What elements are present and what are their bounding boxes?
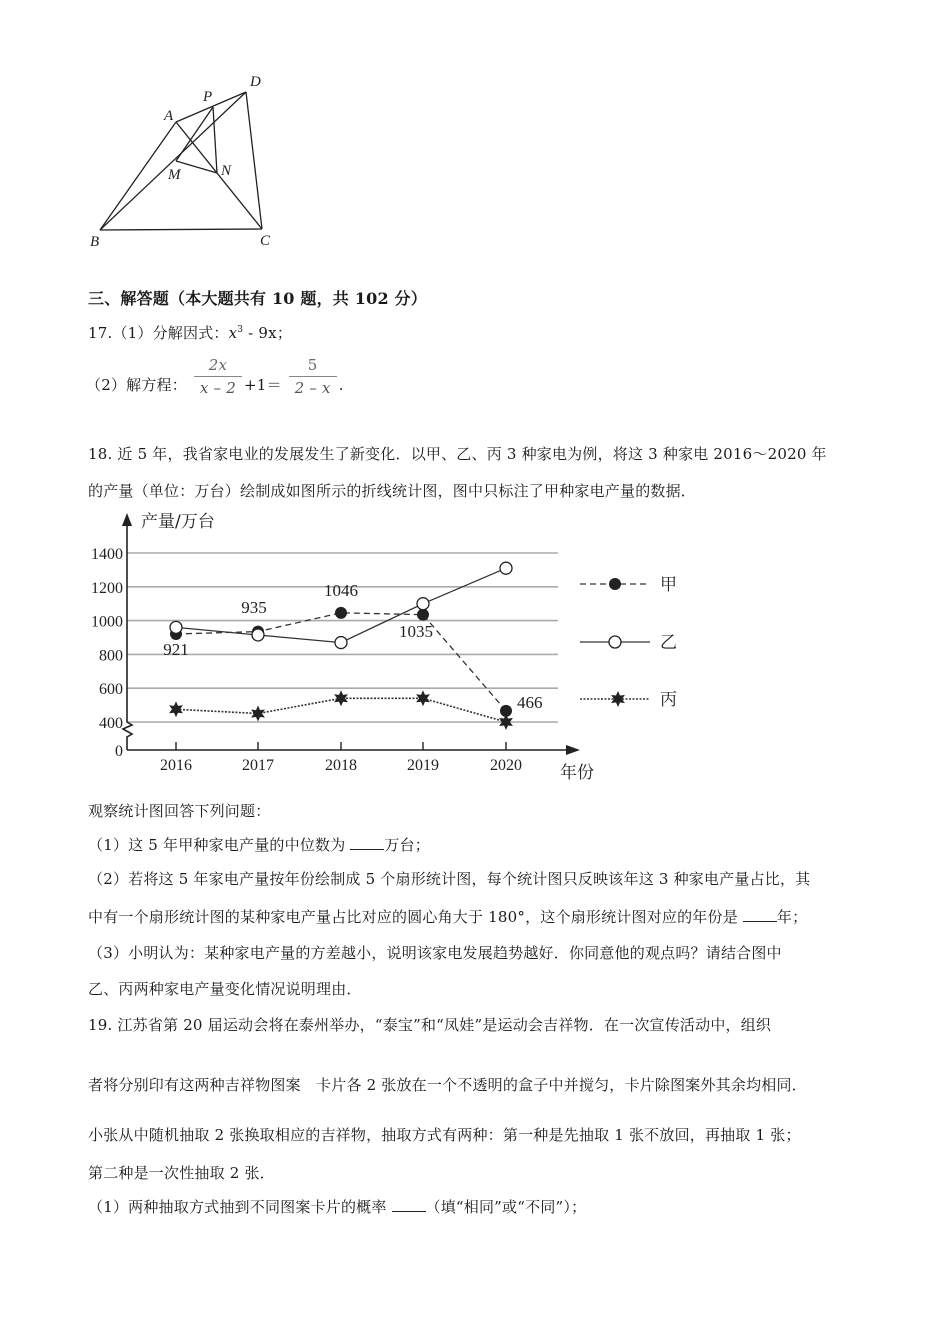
segment-PN bbox=[213, 107, 217, 173]
marker-hollow-circle-icon bbox=[417, 598, 429, 610]
answer-blank[interactable] bbox=[350, 835, 384, 850]
q18-part3-line2: 乙、丙两种家电产量变化情况说明理由． bbox=[88, 980, 362, 998]
series-line-乙 bbox=[176, 568, 506, 642]
q19-part1 bbox=[88, 1196, 586, 1217]
point-label-C: C bbox=[260, 233, 271, 249]
expr-x: x bbox=[228, 324, 238, 342]
q19-line1: 19. 江苏省第 20 届运动会将在泰州举办，“泰宝”和“凤娃”是运动会吉祥物．在一次宣传活动中，组织 bbox=[88, 1016, 772, 1034]
point-label-B: B bbox=[90, 234, 100, 250]
marker-hollow-circle-icon bbox=[170, 621, 182, 633]
x-tick-label: 2016 bbox=[160, 757, 192, 774]
x-tick-label: 2019 bbox=[407, 757, 439, 774]
segment-PM bbox=[176, 107, 213, 161]
fraction-left-denominator: x – 2 bbox=[194, 376, 242, 397]
segment-BC bbox=[100, 229, 262, 230]
q19-line3: 小张从中随机抽取 2 张换取相应的吉祥物，抽取方式有两种：第一种是先抽取 1 张不放回，再抽取 1 张； bbox=[88, 1126, 801, 1144]
point-label-P: P bbox=[203, 89, 213, 105]
legend-label: 乙 bbox=[660, 633, 677, 653]
expr-exponent: 3 bbox=[237, 325, 244, 335]
segment-DC bbox=[246, 92, 262, 229]
q18-part2-line2 bbox=[88, 906, 807, 927]
q18-part1 bbox=[88, 834, 430, 855]
fraction-left bbox=[194, 356, 242, 397]
y-tick-label: 0 bbox=[115, 743, 123, 760]
marker-star-icon bbox=[416, 690, 430, 706]
q17-part2-label: （2）解方程： bbox=[86, 376, 187, 394]
marker-hollow-circle-icon bbox=[252, 629, 264, 641]
q18-line2: 的产量（单位：万台）绘制成如图所示的折线统计图，图中只标注了甲种家电产量的数据． bbox=[88, 482, 697, 500]
equation-middle: +1＝ bbox=[243, 376, 282, 394]
x-axis-arrow-icon bbox=[566, 745, 580, 755]
data-label: 921 bbox=[163, 640, 189, 659]
point-label-A: A bbox=[164, 108, 174, 124]
q18-line1: 18. 近 5 年，我省家电业的发展发生了新变化．以甲、乙、丙 3 种家电为例，将这 3 种家电 2016～2020 年 bbox=[88, 445, 827, 463]
line-chart bbox=[0, 500, 720, 790]
q19-line2: 者将分别印有这两种吉祥物图案 卡片各 2 张放在一个不透明的盒子中并搅匀，卡片除图案外其余均相同． bbox=[88, 1076, 807, 1094]
point-label-N: N bbox=[221, 163, 232, 179]
q19-line4: 第二种是一次性抽取 2 张． bbox=[88, 1164, 275, 1182]
answer-blank[interactable] bbox=[743, 907, 777, 922]
q18-part1-text: （1）这 5 年甲种家电产量的中位数为 bbox=[88, 836, 346, 854]
y-axis-arrow-icon bbox=[122, 513, 132, 526]
fraction-left-numerator: 2x bbox=[208, 356, 228, 374]
y-tick-label: 1000 bbox=[91, 613, 123, 631]
q18-part2-line1: （2）若将这 5 年家电产量按年份绘制成 5 个扇形统计图，每个统计图只反映该年这 3 种家电产量占比，其 bbox=[88, 870, 811, 888]
legend-hollow-circle-icon bbox=[609, 636, 621, 648]
x-axis-title: 年份 bbox=[560, 763, 594, 783]
legend-filled-circle-icon bbox=[609, 578, 621, 590]
legend-label: 甲 bbox=[660, 575, 677, 595]
y-tick-label: 400 bbox=[99, 715, 123, 732]
y-tick-label: 800 bbox=[99, 647, 123, 665]
y-tick-label: 600 bbox=[99, 681, 123, 699]
q18-observe: 观察统计图回答下列问题： bbox=[88, 802, 271, 820]
y-axis-title: 产量/万台 bbox=[141, 512, 215, 532]
marker-hollow-circle-icon bbox=[500, 562, 512, 574]
q19-part1-text: （1）两种抽取方式抽到不同图案卡片的概率 bbox=[88, 1198, 387, 1216]
point-label-M: M bbox=[168, 167, 181, 183]
marker-star-icon bbox=[334, 690, 348, 706]
marker-hollow-circle-icon bbox=[335, 637, 347, 649]
x-tick-label: 2018 bbox=[325, 757, 357, 774]
x-tick-label: 2020 bbox=[490, 757, 522, 774]
y-tick-label: 1400 bbox=[91, 546, 123, 563]
data-label: 1035 bbox=[399, 622, 433, 641]
fraction-right bbox=[289, 356, 337, 397]
section-heading: 三、解答题（本大题共有 10 题，共 102 分） bbox=[88, 289, 427, 308]
x-tick-label: 2017 bbox=[242, 757, 274, 774]
q18-part2-text: 中有一个扇形统计图的某种家电产量占比对应的圆心角大于 180°，这个扇形统计图对应的年份是 bbox=[88, 908, 738, 926]
q17-part1-label: 17.（1）分解因式： bbox=[88, 324, 229, 342]
y-tick-label: 1200 bbox=[91, 579, 123, 597]
q18-part1-unit: 万台； bbox=[384, 836, 431, 854]
geometry-figure bbox=[80, 70, 290, 260]
q19-part1-hint: （填“相同”或“不同”）； bbox=[425, 1198, 587, 1216]
data-label: 935 bbox=[241, 598, 267, 617]
q18-part2-unit: 年； bbox=[776, 908, 808, 926]
fraction-right-denominator: 2 – x bbox=[289, 376, 337, 397]
answer-blank[interactable] bbox=[392, 1197, 426, 1212]
y-axis bbox=[123, 522, 132, 750]
legend-label: 丙 bbox=[660, 690, 677, 710]
data-label: 466 bbox=[517, 693, 543, 712]
equation-end: . bbox=[338, 375, 344, 394]
segment-MN bbox=[176, 161, 217, 173]
data-label: 1046 bbox=[324, 581, 358, 600]
point-label-D: D bbox=[250, 74, 261, 90]
segment-BA bbox=[100, 122, 176, 230]
marker-filled-circle-icon bbox=[335, 607, 347, 619]
q17-part1 bbox=[88, 322, 292, 343]
expr-rest: - 9x； bbox=[243, 324, 293, 342]
q17-part2 bbox=[86, 356, 344, 397]
segment-AC bbox=[176, 122, 262, 229]
q18-part3-line1: （3）小明认为：某种家电产量的方差越小，说明该家电发展趋势越好．你同意他的观点吗？请结合图中 bbox=[88, 944, 782, 962]
fraction-right-numerator: 5 bbox=[307, 356, 318, 374]
marker-filled-circle-icon bbox=[417, 609, 429, 621]
